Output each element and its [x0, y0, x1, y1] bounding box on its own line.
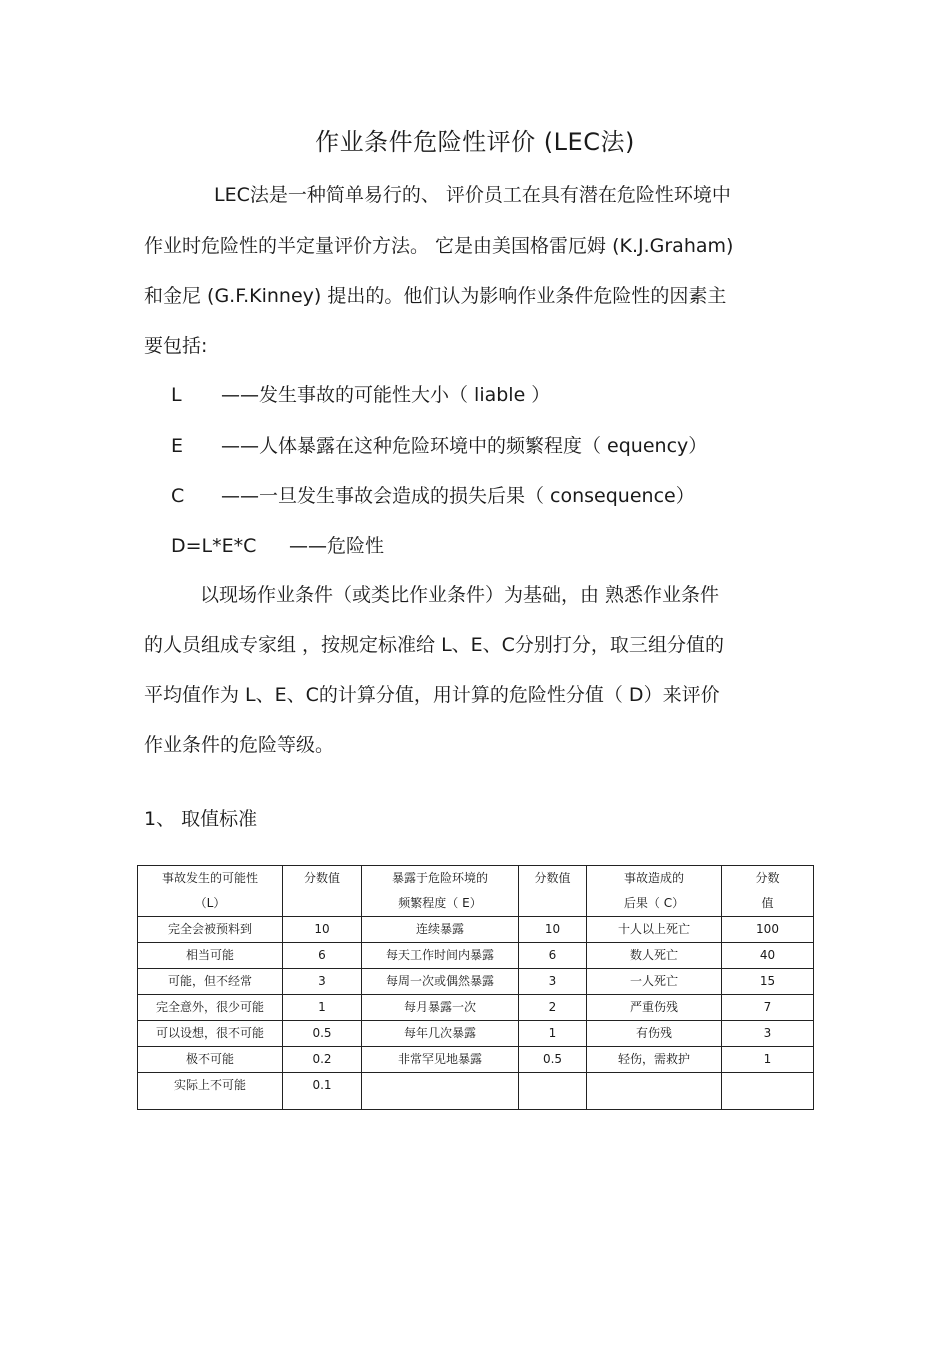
table-cell: 每天工作时间内暴露 [362, 943, 519, 969]
method-line-3: 平均值作为 L、E、C的计算分值，用计算的危险性分值（ D）来评价 [144, 684, 720, 706]
section-heading: 1、 取值标准 [144, 808, 258, 830]
factor-d [171, 531, 384, 558]
factor-key: D=L*E*C [171, 535, 257, 557]
table-cell: 完全意外，很少可能 [138, 995, 283, 1021]
factor-key: E [171, 435, 184, 457]
table-cell: 10 [283, 917, 362, 943]
method-line-4: 作业条件的危险等级。 [144, 734, 335, 756]
method-line-1: 以现场作业条件（或类比作业条件）为基础，由 熟悉作业条件 [200, 584, 720, 606]
table-cell: 40 [722, 943, 814, 969]
table-cell: 3 [722, 1021, 814, 1047]
factor-desc: ——一旦发生事故会造成的损失后果（ consequence） [221, 485, 695, 507]
header-cell: 暴露于危险环境的 频繁程度（ E） [362, 866, 519, 917]
table-cell: 3 [519, 969, 587, 995]
factor-c [171, 481, 695, 508]
table-cell: 3 [283, 969, 362, 995]
table-cell [519, 1073, 587, 1110]
table-cell: 100 [722, 917, 814, 943]
table-cell: 数人死亡 [587, 943, 722, 969]
table-cell: 6 [283, 943, 362, 969]
table-cell: 6 [519, 943, 587, 969]
table-cell: 连续暴露 [362, 917, 519, 943]
table-cell: 1 [519, 1021, 587, 1047]
intro-line-2: 作业时危险性的半定量评价方法。 它是由美国格雷厄姆 (K.J.Graham) [144, 235, 734, 257]
factor-key: C [171, 485, 185, 507]
factor-e [171, 431, 707, 458]
table-cell: 每年几次暴露 [362, 1021, 519, 1047]
header-cell: 事故发生的可能性 （L） [138, 866, 283, 917]
header-cell: 事故造成的 后果（ C） [587, 866, 722, 917]
table-cell: 1 [283, 995, 362, 1021]
table-cell: 2 [519, 995, 587, 1021]
table-cell: 0.5 [283, 1021, 362, 1047]
table-cell: 0.1 [283, 1073, 362, 1110]
intro-line-4: 要包括: [144, 335, 208, 357]
table-cell: 实际上不可能 [138, 1073, 283, 1110]
table-cell: 每周一次或偶然暴露 [362, 969, 519, 995]
table-row [138, 969, 814, 995]
factor-desc: ——人体暴露在这种危险环境中的频繁程度（ equency） [221, 435, 708, 457]
table-row [138, 917, 814, 943]
table-cell: 可能，但不经常 [138, 969, 283, 995]
table-cell: 极不可能 [138, 1047, 283, 1073]
table-cell: 7 [722, 995, 814, 1021]
table-row [138, 1021, 814, 1047]
table-cell: 有伤残 [587, 1021, 722, 1047]
intro-line-3: 和金尼 (G.F.Kinney) 提出的。他们认为影响作业条件危险性的因素主 [144, 285, 727, 307]
table-cell: 每月暴露一次 [362, 995, 519, 1021]
value-criteria-table [137, 865, 814, 1110]
intro-line-1: LEC法是一种简单易行的、 评价员工在具有潜在危险性环境中 [214, 184, 731, 206]
table-cell: 一人死亡 [587, 969, 722, 995]
header-cell: 分数 值 [722, 866, 814, 917]
table-cell: 可以设想，很不可能 [138, 1021, 283, 1047]
table-cell [587, 1073, 722, 1110]
table-cell: 严重伤残 [587, 995, 722, 1021]
table-header-row [138, 866, 814, 917]
table-row [138, 1073, 814, 1110]
table-row [138, 1047, 814, 1073]
factor-l [171, 380, 550, 407]
table-cell: 轻伤，需救护 [587, 1047, 722, 1073]
factor-desc: ——危险性 [289, 535, 385, 557]
table-cell [362, 1073, 519, 1110]
header-cell: 分数值 [519, 866, 587, 917]
table-cell: 十人以上死亡 [587, 917, 722, 943]
page-title: 作业条件危险性评价 (LEC法) [315, 128, 635, 156]
factor-key: L [171, 384, 182, 406]
table-row [138, 943, 814, 969]
table-cell: 10 [519, 917, 587, 943]
method-line-2: 的人员组成专家组 ，按规定标准给 L、E、C分别打分，取三组分值的 [144, 634, 724, 656]
header-cell: 分数值 [283, 866, 362, 917]
table-cell: 非常罕见地暴露 [362, 1047, 519, 1073]
table-row [138, 995, 814, 1021]
table-cell: 0.2 [283, 1047, 362, 1073]
table-cell: 完全会被预料到 [138, 917, 283, 943]
table-cell: 0.5 [519, 1047, 587, 1073]
table-cell: 1 [722, 1047, 814, 1073]
table-cell [722, 1073, 814, 1110]
table-cell: 15 [722, 969, 814, 995]
factor-desc: ——发生事故的可能性大小（ liable ） [221, 384, 551, 406]
table-cell: 相当可能 [138, 943, 283, 969]
